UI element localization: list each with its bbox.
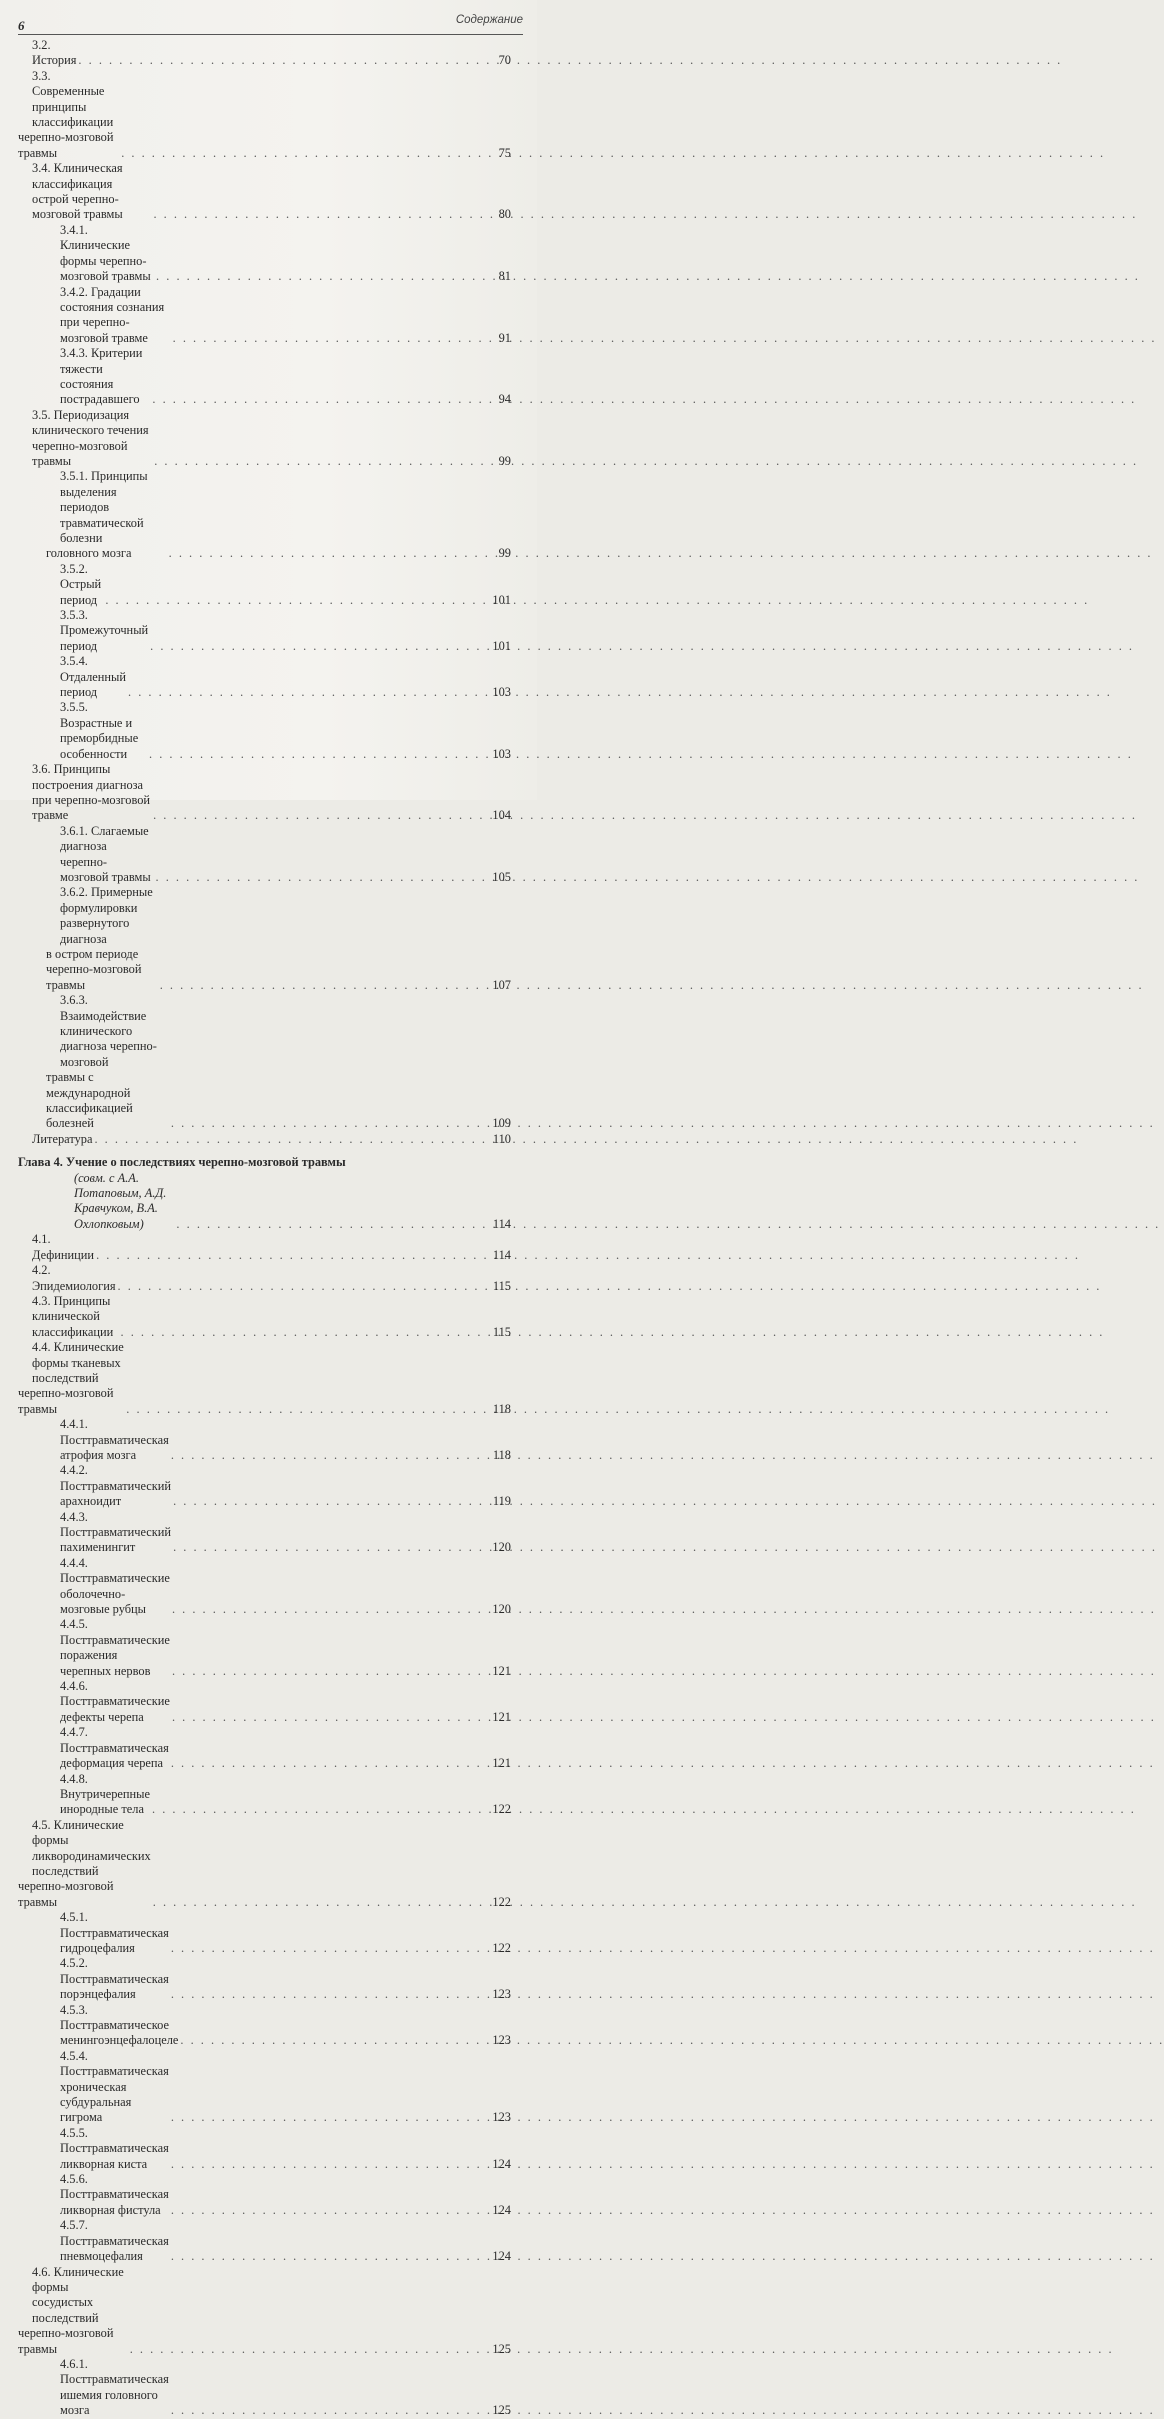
toc-entry-title bbox=[18, 1340, 124, 1417]
toc-entry-page: 70 bbox=[498, 53, 511, 68]
leader-dots bbox=[160, 978, 485, 993]
toc-entry[interactable] bbox=[18, 1772, 511, 1818]
leader-dots bbox=[150, 639, 485, 654]
toc-entry[interactable] bbox=[18, 2049, 511, 2126]
toc-entry[interactable] bbox=[18, 608, 511, 654]
toc-entry-title bbox=[18, 69, 119, 161]
toc-entry-page: 124 bbox=[492, 2249, 511, 2264]
toc-entry-title bbox=[18, 1956, 169, 2002]
toc-entry-line: 3.4.3. Критерии тяжести состояния пострадавшего bbox=[60, 346, 143, 407]
toc-entry-page: 104 bbox=[492, 808, 511, 823]
toc-entry-line: 4.4. Клинические формы тканевых последствий bbox=[32, 1340, 124, 1385]
toc-entry-line: 4.4.8. Внутричерепные инородные тела bbox=[60, 1771, 150, 1817]
toc-entry-page: 114 bbox=[492, 1247, 511, 1262]
leader-dots bbox=[153, 1895, 485, 1910]
toc-entry[interactable] bbox=[18, 1556, 511, 1618]
leader-dots bbox=[176, 1217, 485, 1232]
toc-entry-page: 110 bbox=[492, 1131, 511, 1146]
page-number: 6 bbox=[18, 18, 25, 33]
toc-entry-page: 105 bbox=[492, 869, 511, 884]
toc-entry-title bbox=[18, 469, 167, 561]
leader-dots bbox=[154, 454, 485, 469]
toc-entry-title bbox=[18, 346, 150, 408]
chapter-title: Глава 4. Учение о последствиях черепно-мозговой травмы bbox=[18, 1155, 346, 1170]
toc-entry-page: 94 bbox=[498, 392, 511, 407]
toc-entry-line: 3.5.5. Возрастные и преморбидные особенности bbox=[60, 700, 139, 761]
leader-dots bbox=[78, 53, 485, 68]
leader-dots bbox=[180, 2033, 485, 2048]
chapter-authors: (совм. с А.А. Потаповым, А.Д. Кравчуком, В.А. Охлопковым) bbox=[74, 1170, 167, 1231]
toc-entry-title bbox=[18, 1463, 171, 1509]
toc-entry[interactable] bbox=[18, 469, 511, 561]
toc-entry[interactable] bbox=[18, 408, 511, 470]
toc-entry-page: 109 bbox=[492, 1116, 511, 1131]
toc-entry-line: 3.6.1. Слагаемые диагноза черепно-мозговой травмы bbox=[60, 823, 151, 884]
toc-entry[interactable] bbox=[18, 993, 511, 1132]
toc-entry-line: 3.5.3. Промежуточный период bbox=[60, 608, 149, 653]
toc-entry-line: 4.5.4. Посттравматическая хроническая субдуральная гигрома bbox=[60, 2048, 169, 2125]
leader-dots bbox=[152, 1802, 485, 1817]
toc-entry-title bbox=[18, 1556, 170, 1618]
running-head: Содержание bbox=[455, 14, 523, 26]
toc-entry-title bbox=[18, 608, 148, 654]
toc-entry-line: 4.4.6. Посттравматические дефекты черепа bbox=[60, 1679, 170, 1724]
toc-entry-title bbox=[18, 2265, 128, 2357]
toc-entry-line: 3.5.4. Отдаленный период bbox=[60, 654, 127, 700]
toc-entry-title bbox=[18, 993, 169, 1132]
toc-entry-line: 4.5.3. Посттравматическое менингоэнцефалоцеле bbox=[60, 2002, 179, 2048]
toc-entry[interactable] bbox=[18, 824, 511, 886]
chapter-page: 114 bbox=[492, 1216, 511, 1231]
toc-entry-line: 3.5.1. Принципы выделения периодов травматической болезни bbox=[60, 469, 148, 545]
toc-entry-page: 115 bbox=[492, 1278, 511, 1293]
toc-entry-title bbox=[18, 1725, 169, 1771]
leader-dots bbox=[173, 331, 485, 346]
toc-entry-line: черепно-мозговой травмы bbox=[18, 130, 114, 160]
toc-entry-line: 4.4.7. Посттравматическая деформация черепа bbox=[60, 1725, 169, 1771]
toc-entry[interactable] bbox=[18, 2126, 511, 2172]
toc-entry-page: 121 bbox=[492, 1756, 511, 1771]
toc-entry-title bbox=[18, 1417, 169, 1463]
toc-entry-line: 3.3. Современные принципы классификации bbox=[32, 68, 114, 130]
toc-entry[interactable] bbox=[18, 562, 511, 608]
toc-entry[interactable] bbox=[18, 2218, 511, 2264]
toc-entry[interactable] bbox=[18, 1679, 511, 1725]
toc-entry[interactable] bbox=[18, 285, 511, 347]
toc-entry-page: 101 bbox=[492, 638, 511, 653]
toc-entry-page: 118 bbox=[492, 1401, 511, 1416]
toc-entry-line: черепно-мозговой травмы bbox=[18, 2326, 114, 2356]
toc-entry-page: 121 bbox=[492, 1663, 511, 1678]
toc-entry-line: 4.6. Клинические формы сосудистых последствий bbox=[32, 2264, 124, 2325]
toc-entry-page: 123 bbox=[492, 2033, 511, 2048]
toc-entry-page: 115 bbox=[492, 1324, 511, 1339]
toc-entry-line: 4.5.7. Посттравматическая пневмоцефалия bbox=[60, 2218, 169, 2264]
leader-dots bbox=[149, 747, 485, 762]
leader-dots bbox=[171, 2203, 485, 2218]
toc-entry-title bbox=[18, 824, 154, 886]
toc-entry-line: 3.4.1. Клинические формы черепно-мозговой травмы bbox=[60, 222, 151, 284]
leader-dots bbox=[126, 1402, 485, 1417]
toc-entry[interactable] bbox=[18, 223, 511, 285]
toc-entry-title bbox=[18, 562, 103, 608]
leader-dots bbox=[105, 593, 485, 608]
leader-dots bbox=[153, 207, 485, 222]
toc-entry-title bbox=[18, 1772, 150, 1818]
toc-entry-page: 120 bbox=[492, 1540, 511, 1555]
toc-entry-title bbox=[18, 1617, 170, 1679]
toc-entry-line: головного мозга bbox=[46, 546, 132, 561]
toc-entry-line: 3.4.2. Градации состояния сознания при черепно-мозговой травме bbox=[60, 284, 165, 345]
toc-entry[interactable] bbox=[18, 654, 511, 700]
toc-entry-line: 4.4.3. Посттравматический пахименингит bbox=[60, 1509, 172, 1555]
toc-chapter-authors-row[interactable] bbox=[18, 1171, 511, 1233]
toc-entry-line: 4.4.1. Посттравматическая атрофия мозга bbox=[60, 1417, 169, 1462]
toc-entry-page: 99 bbox=[498, 546, 511, 561]
toc-entry-title bbox=[18, 223, 154, 285]
toc-entry[interactable] bbox=[18, 2172, 511, 2218]
leader-dots bbox=[171, 1987, 485, 2002]
toc-entry-line: 4.4.5. Посттравматические поражения черепных нервов bbox=[60, 1617, 170, 1678]
toc-entry-line: 3.5.2. Острый период bbox=[60, 561, 102, 607]
toc-entry-line: 4.6.1. Посттравматическая ишемия головного мозга bbox=[60, 2356, 169, 2418]
leader-dots bbox=[152, 392, 485, 407]
toc-entry-line: в остром периоде черепно-мозговой травмы bbox=[46, 946, 142, 992]
toc-entry[interactable] bbox=[18, 1294, 511, 1340]
toc-entry-line: 3.6.3. Взаимодействие клинического диагноза черепно-мозговой bbox=[60, 993, 157, 1069]
toc-entry-title bbox=[18, 1679, 170, 1725]
toc-entry-title bbox=[18, 1294, 119, 1340]
table-of-contents bbox=[18, 38, 511, 2419]
leader-dots bbox=[118, 1279, 485, 1294]
page-header bbox=[18, 12, 523, 35]
toc-entry[interactable] bbox=[18, 1956, 511, 2002]
toc-entry-line: 4.1. Дефиниции bbox=[32, 1232, 95, 1262]
leader-dots bbox=[171, 1941, 485, 1956]
toc-entry-page: 99 bbox=[498, 453, 511, 468]
toc-entry-line: 3.2. История bbox=[32, 38, 77, 68]
leader-dots bbox=[171, 1448, 485, 1463]
toc-entry-page: 119 bbox=[492, 1494, 511, 1509]
leader-dots bbox=[173, 1540, 485, 1555]
toc-entry-page: 91 bbox=[498, 330, 511, 345]
toc-entry[interactable] bbox=[18, 1510, 511, 1556]
leader-dots bbox=[172, 1664, 485, 1679]
toc-entry-line: 4.5.1. Посттравматическая гидроцефалия bbox=[60, 1910, 169, 1955]
leader-dots bbox=[156, 269, 485, 284]
toc-entry-line: 4.5.5. Посттравматическая ликворная киста bbox=[60, 2125, 169, 2171]
leader-dots bbox=[171, 1756, 485, 1771]
toc-entry-line: 3.4. Клиническая классификация острой черепно-мозговой травмы bbox=[32, 161, 123, 222]
leader-dots bbox=[121, 1325, 485, 1340]
toc-entry-title bbox=[18, 1910, 169, 1956]
toc-entry-page: 122 bbox=[492, 1894, 511, 1909]
toc-entry-title bbox=[18, 1263, 116, 1294]
toc-entry-line: черепно-мозговой травмы bbox=[18, 1879, 114, 1909]
toc-entry-title bbox=[18, 2003, 178, 2049]
book-page bbox=[0, 0, 537, 2418]
toc-entry-line: 3.6. Принципы построения диагноза при черепно-мозговой травме bbox=[32, 762, 151, 823]
toc-entry-page: 123 bbox=[492, 2110, 511, 2125]
leader-dots bbox=[171, 2403, 485, 2418]
toc-entry-line: 3.6.2. Примерные формулировки развернутого диагноза bbox=[60, 885, 153, 946]
toc-entry-title bbox=[18, 285, 171, 347]
toc-chapter-heading[interactable] bbox=[18, 1155, 511, 1170]
toc-entry-page: 125 bbox=[492, 2403, 511, 2418]
leader-dots bbox=[172, 1710, 485, 1725]
toc-entry-page: 123 bbox=[492, 1987, 511, 2002]
leader-dots bbox=[128, 685, 485, 700]
toc-entry-page: 124 bbox=[492, 2156, 511, 2171]
toc-entry-page: 120 bbox=[492, 1602, 511, 1617]
toc-entry-page: 107 bbox=[492, 977, 511, 992]
toc-entry-line: 4.5.2. Посттравматическая порэнцефалия bbox=[60, 1956, 169, 2002]
leader-dots bbox=[153, 808, 485, 823]
toc-entry-page: 122 bbox=[492, 1940, 511, 1955]
toc-entry[interactable] bbox=[18, 1617, 511, 1679]
toc-entry-line: 4.4.2. Посттравматический арахноидит bbox=[60, 1463, 172, 1509]
toc-entry[interactable] bbox=[18, 38, 511, 69]
leader-dots bbox=[94, 1132, 485, 1147]
toc-entry-title bbox=[18, 38, 76, 69]
toc-entry-title bbox=[18, 2172, 169, 2218]
toc-entry-page: 121 bbox=[492, 1709, 511, 1724]
leader-dots bbox=[171, 2249, 485, 2264]
toc-entry-title bbox=[18, 654, 126, 700]
toc-entry-line: черепно-мозговой травмы bbox=[18, 1386, 114, 1416]
toc-entry[interactable] bbox=[18, 1725, 511, 1771]
toc-entry-line: 4.5. Клинические формы ликвородинамических последствий bbox=[32, 1817, 151, 1878]
toc-entry[interactable] bbox=[18, 1232, 511, 1263]
toc-entry-line: 3.5. Периодизация клинического течения черепно-мозговой травмы bbox=[32, 407, 149, 468]
toc-entry-title bbox=[18, 700, 147, 762]
leader-dots bbox=[156, 870, 485, 885]
toc-entry-title bbox=[18, 2218, 169, 2264]
toc-entry-page: 103 bbox=[492, 746, 511, 761]
toc-entry-title bbox=[18, 408, 152, 470]
toc-entry-page: 75 bbox=[498, 145, 511, 160]
toc-entry-line: травмы с международной классификацией болезней bbox=[46, 1070, 133, 1131]
toc-entry-line: Литература bbox=[32, 1131, 93, 1146]
toc-entry[interactable] bbox=[18, 700, 511, 762]
toc-entry[interactable] bbox=[18, 885, 511, 993]
toc-entry-title bbox=[18, 161, 151, 223]
toc-entry-title bbox=[18, 885, 158, 993]
leader-dots bbox=[130, 2342, 485, 2357]
toc-entry-title bbox=[18, 1132, 92, 1147]
leader-dots bbox=[173, 1494, 485, 1509]
toc-entry-page: 124 bbox=[492, 2202, 511, 2217]
toc-entry-page: 81 bbox=[498, 269, 511, 284]
leader-dots bbox=[169, 546, 485, 561]
leader-dots bbox=[96, 1248, 485, 1263]
toc-entry-title bbox=[18, 762, 151, 824]
toc-entry-title bbox=[18, 1818, 151, 1910]
toc-entry-page: 80 bbox=[498, 207, 511, 222]
toc-entry[interactable] bbox=[18, 2265, 511, 2357]
leader-dots bbox=[171, 2157, 485, 2172]
toc-entry[interactable] bbox=[18, 2003, 511, 2049]
toc-entry[interactable] bbox=[18, 1263, 511, 1294]
toc-section-chapter-4 bbox=[18, 1232, 511, 2418]
toc-entry-title bbox=[18, 2126, 169, 2172]
toc-entry-page: 125 bbox=[492, 2341, 511, 2356]
toc-entry-line: 4.5.6. Посттравматическая ликворная фистула bbox=[60, 2172, 169, 2217]
toc-entry[interactable] bbox=[18, 69, 511, 161]
toc-entry[interactable] bbox=[18, 1132, 511, 1147]
toc-entry-page: 118 bbox=[492, 1447, 511, 1462]
toc-entry-page: 103 bbox=[492, 685, 511, 700]
toc-entry[interactable] bbox=[18, 1463, 511, 1509]
toc-entry-line: 4.4.4. Посттравматические оболочечно-мозговые рубцы bbox=[60, 1555, 170, 1617]
toc-entry-page: 122 bbox=[492, 1802, 511, 1817]
toc-entry-line: 4.3. Принципы клинической классификации bbox=[32, 1293, 114, 1339]
toc-entry[interactable] bbox=[18, 1340, 511, 1417]
toc-entry-title bbox=[18, 2357, 169, 2419]
toc-section-chapter-3 bbox=[18, 38, 511, 1147]
toc-entry-title bbox=[18, 1510, 171, 1556]
leader-dots bbox=[121, 146, 485, 161]
toc-entry-title bbox=[18, 2049, 169, 2126]
toc-entry[interactable] bbox=[18, 1818, 511, 1910]
toc-entry-page: 101 bbox=[492, 592, 511, 607]
toc-entry[interactable] bbox=[18, 1417, 511, 1463]
toc-entry-line: 4.2. Эпидемиология bbox=[32, 1263, 116, 1293]
leader-dots bbox=[171, 2110, 485, 2125]
toc-entry[interactable] bbox=[18, 2357, 511, 2419]
toc-entry[interactable] bbox=[18, 346, 511, 408]
leader-dots bbox=[171, 1116, 485, 1131]
toc-entry[interactable] bbox=[18, 161, 511, 223]
toc-entry[interactable] bbox=[18, 762, 511, 824]
leader-dots bbox=[172, 1602, 485, 1617]
toc-entry[interactable] bbox=[18, 1910, 511, 1956]
toc-entry-title bbox=[18, 1232, 94, 1263]
